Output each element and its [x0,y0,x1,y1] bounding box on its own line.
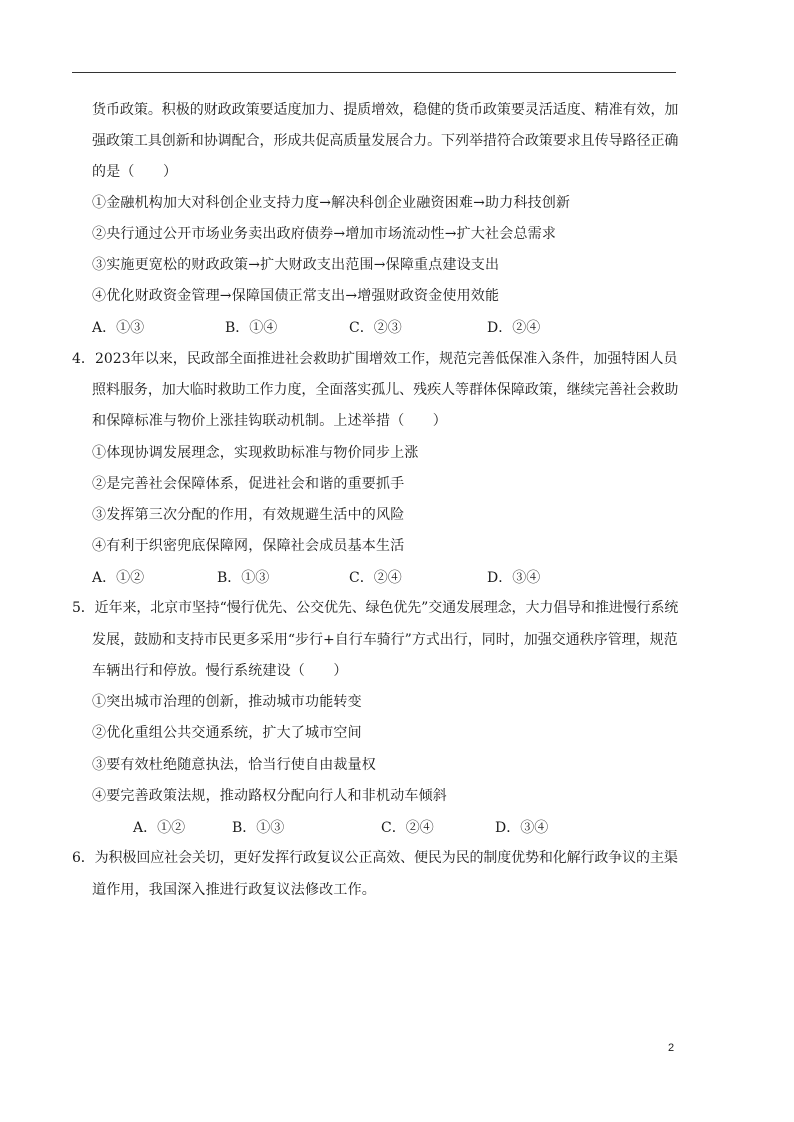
question-5-option-a: A．①② [133,820,186,836]
question-4-line-1: 4．2023年以来，民政部全面推进社会救助扩围增效工作，规范完善低保准入条件，加强特困人员 [72,351,678,367]
question-4-statement-4: ④有利于织密兜底保障网，保障社会成员基本生活 [92,538,405,554]
question-5-line-2: 发展，鼓励和支持市民更多采用“步行+自行车骑行”方式出行，同时，加强交通秩序管理，规范 [92,632,678,648]
question-4-statement-3: ③发挥第三次分配的作用，有效规避生活中的风险 [92,507,405,523]
question-5-statement-1: ①突出城市治理的创新，推动城市功能转变 [92,694,362,710]
question-5-line-3: 车辆出行和停放。慢行系统建设（ ） [92,663,348,679]
question-5-line-1: 5．近年来，北京市坚持“慢行优先、公交优先、绿色优先”交通发展理念，大力倡导和推进慢行系统 [72,600,679,616]
question-5-option-d: D．③④ [495,820,549,836]
question-5-statement-2: ②优化重组公共交通系统，扩大了城市空间 [92,725,362,741]
question-5-statement-3: ③要有效杜绝随意执法，恰当行使自由裁量权 [92,757,376,773]
question-4-line-2: 照料服务，加大临时救助工作力度，全面落实孤儿、残疾人等群体保障政策，继续完善社会救助 [92,382,679,398]
question-4-statement-2: ②是完善社会保障体系，促进社会和谐的重要抓手 [92,476,405,492]
question-3-statement-4: ④优化财政资金管理→保障国债正常支出→增强财政资金使用效能 [92,288,500,304]
question-3-option-a: A．①③ [92,320,145,336]
question-3-line-2: 强政策工具创新和协调配合，形成共促高质量发展合力。下列举措符合政策要求且传导路径正确 [92,133,679,149]
header-rule [72,72,676,73]
question-6-line-1: 6．为积极回应社会关切，更好发挥行政复议公正高效、便民为民的制度优势和化解行政争议的主渠 [72,850,678,866]
question-4-statement-1: ①体现协调发展理念，实现救助标准与物价同步上涨 [92,445,419,461]
question-3-option-d: D．②④ [487,320,541,336]
question-3-option-c: C．②③ [349,320,402,336]
question-3-statement-1: ①金融机构加大对科创企业支持力度→解决科创企业融资困难→助力科技创新 [92,195,571,211]
question-3-line-3: 的是（ ） [92,164,178,180]
question-4-option-a: A．①② [92,570,145,586]
question-5-option-c: C．②④ [381,820,434,836]
question-3-line-1: 货币政策。积极的财政政策要适度加力、提质增效，稳健的货币政策要灵活适度、精准有效，加 [92,102,679,118]
question-5-statement-4: ④要完善政策法规，推动路权分配向行人和非机动车倾斜 [92,788,447,804]
question-3-statement-3: ③实施更宽松的财政政策→扩大财政支出范围→保障重点建设支出 [92,257,500,273]
question-5-option-b: B．①③ [232,820,285,836]
question-4-option-c: C．②④ [349,570,402,586]
question-3-statement-2: ②央行通过公开市场业务卖出政府债券→增加市场流动性→扩大社会总需求 [92,226,557,242]
question-6-line-2: 道作用，我国深入推进行政复议法修改工作。 [92,882,376,898]
question-4-line-3: 和保障标准与物价上涨挂钩联动机制。上述举措（ ） [92,413,447,429]
page-number: 2 [668,1042,675,1054]
question-3-option-b: B．①④ [225,320,278,336]
question-4-option-b: B．①③ [217,570,270,586]
question-4-option-d: D．③④ [487,570,541,586]
